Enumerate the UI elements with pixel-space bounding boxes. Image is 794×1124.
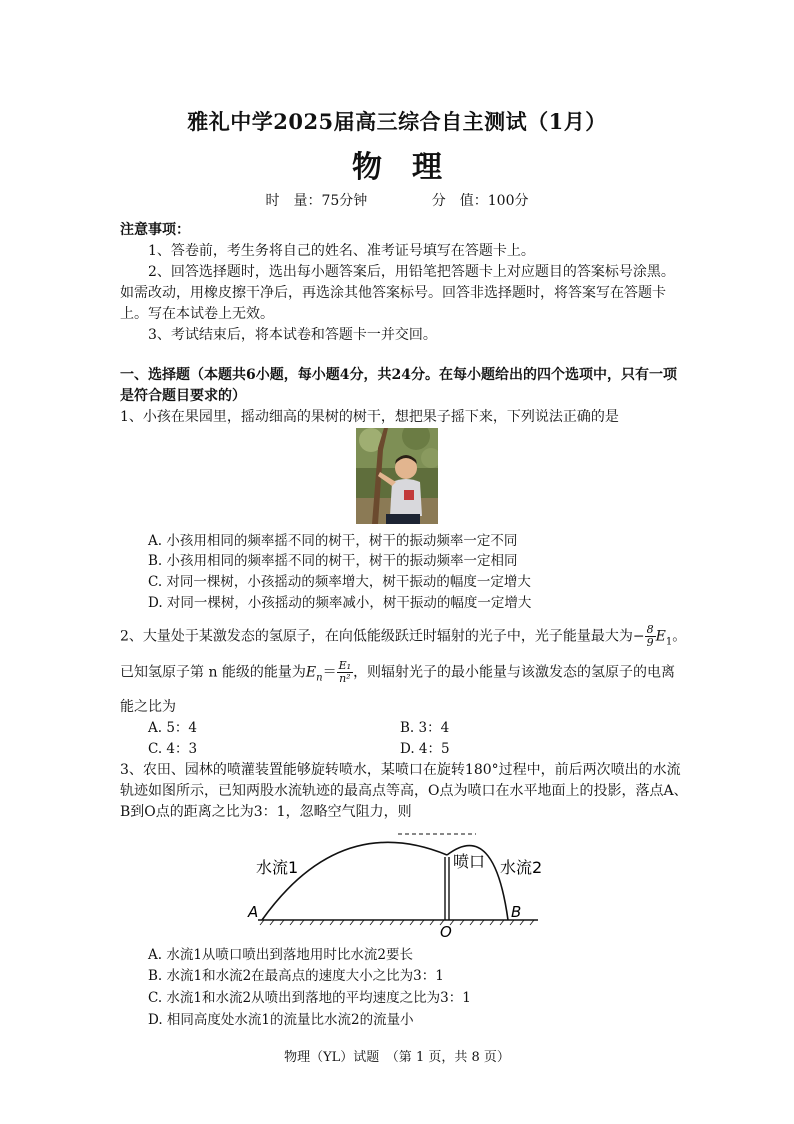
q1-option-b: B. 小孩用相同的频率摇不同的树干，树干的振动频率一定相同 (148, 553, 518, 569)
sprinkler-trajectory-diagram (240, 825, 550, 940)
label-point-a: A (248, 903, 259, 921)
label-point-o: O (440, 923, 452, 940)
q2-option-d: D. 4：5 (400, 741, 450, 757)
q3-option-c: C. 水流1和水流2从喷出到落地的平均速度之比为3：1 (148, 990, 471, 1006)
label-stream-2: 水流2 (500, 858, 543, 877)
q3-option-a: A. 水流1从喷口喷出到落地用时比水流2要长 (148, 947, 414, 963)
q1-option-d: D. 对同一棵树，小孩摇动的频率减小，树干振动的幅度一定增大 (148, 595, 532, 611)
total-score: 分 值：100分 (431, 193, 529, 209)
time-limit: 时 量：75分钟 (265, 193, 368, 209)
q2-option-a: A. 5：4 (148, 720, 198, 736)
note-item-3: 3、考试结束后，将本试卷和答题卡一并交回。 (148, 327, 437, 343)
page-footer: 物理（YL）试题 （第 1 页，共 8 页） (284, 1050, 510, 1065)
q3-option-b: B. 水流1和水流2在最高点的速度大小之比为3：1 (148, 968, 444, 984)
q3-stem: 3、农田、园林的喷灌装置能够旋转喷水，某喷口在旋转180°过程中，前后两次喷出的水流轨迹如图所示，已知两股水流轨迹的最高点等高，O点为喷口在水平地面上的投影，落点A、B到O点的距离之比为3：1，忽略空气阻力，则 (120, 762, 688, 820)
child-shaking-tree-photo (356, 428, 438, 524)
q2-fraction-e1-n2: $\frac{\text{E₁}}{\text{n²}}$ (338, 659, 352, 685)
label-nozzle: 喷口 (453, 852, 486, 871)
q2-option-b: B. 3：4 (400, 720, 450, 736)
q1-stem: 1、小孩在果园里，摇动细高的果树的树干，想把果子摇下来，下列说法正确的是 (120, 409, 619, 425)
label-point-b: B (511, 903, 522, 921)
q2-fraction-8-9: $\frac{8}{9}$ (646, 623, 654, 649)
exam-title: 雅礼中学2025届高三综合自主测试（1月） (187, 109, 607, 134)
notes-section (120, 220, 680, 346)
q2-stem-line3: 能之比为 (120, 699, 176, 715)
note-item-2: 2、回答选择题时，选出每小题答案后，用铅笔把答题卡上对应题目的答案标号涂黑。如需改动，用橡皮擦干净后，再选涂其他答案标号。回答非选择题时，将答案写在答题卡上。写在本试卷上无效。 (120, 264, 675, 322)
q2-stem-a: 2、大量处于某激发态的氢原子，在向低能级跃迁时辐射的光子中，光子能量最大为 (120, 628, 633, 645)
exam-meta (0, 190, 794, 210)
section-heading: 一、选择题（本题共6小题，每小题4分，共24分。在每小题给出的四个选项中，只有一项是符合题目要求的） (120, 367, 677, 404)
q2-stem-line2: 已知氢原子第 n 能级的能量为$E_n=$ $\frac{\text{E₁}}{\text{n²}}$ ，则辐射光子的最小能量与该激发态的氢原子的电离 (120, 659, 676, 685)
q1-option-a: A. 小孩用相同的频率摇不同的树干，树干的振动频率一定不同 (148, 533, 518, 549)
q2-stem-line1: 2、大量处于某激发态的氢原子，在向低能级跃迁时辐射的光子中，光子能量最大为− $\frac{8}{9}$ $E_1$。 (120, 623, 687, 649)
notes-heading: 注意事项： (120, 222, 190, 238)
note-item-1: 1、答卷前，考生务将自己的姓名、准考证号填写在答题卡上。 (148, 243, 535, 259)
label-stream-1: 水流1 (256, 858, 299, 877)
subject-title: 物理 (352, 150, 472, 185)
q1-option-c: C. 对同一棵树，小孩摇动的频率增大，树干振动的幅度一定增大 (148, 574, 531, 590)
q3-option-d: D. 相同高度处水流1的流量比水流2的流量小 (148, 1012, 414, 1028)
q2-option-c: C. 4：3 (148, 741, 198, 757)
stream-1-trajectory (262, 842, 447, 920)
